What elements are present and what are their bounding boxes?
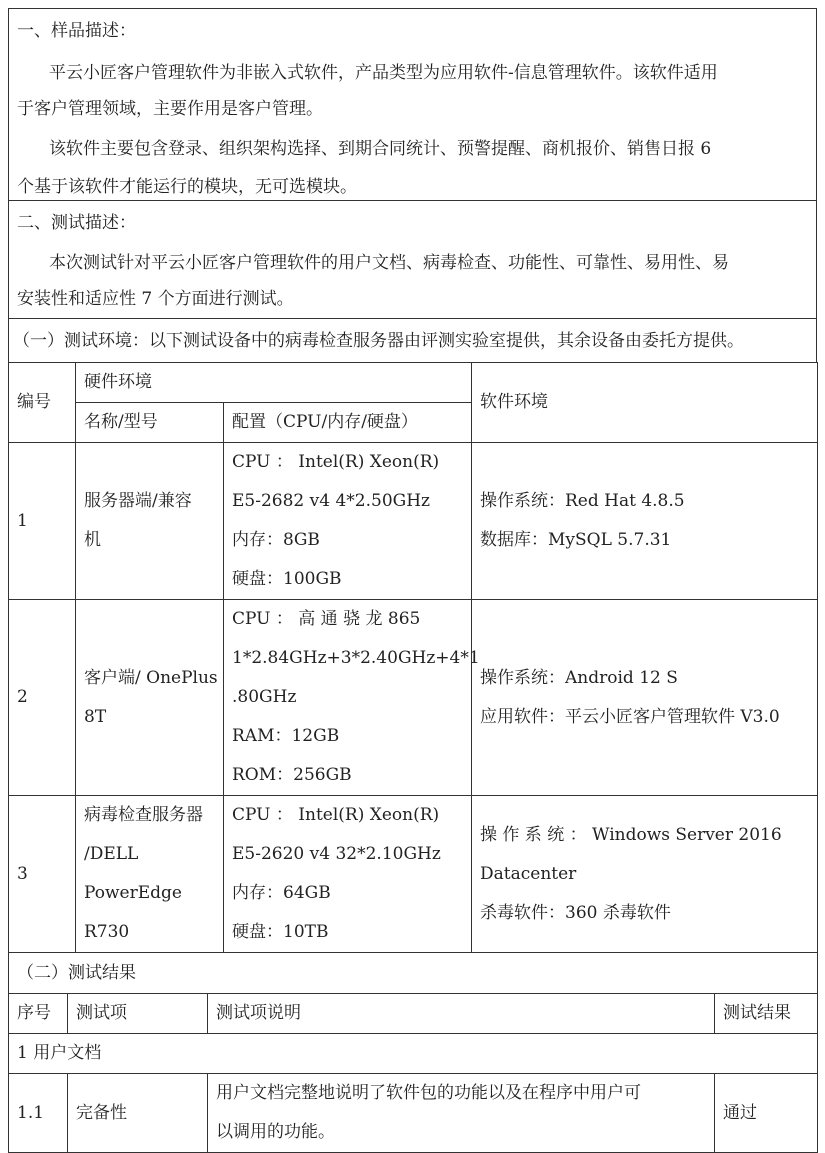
paragraph-line: 个基于该软件才能运行的模块，无可选模块。 — [17, 177, 357, 197]
text-line: 硬盘：100GB — [232, 569, 342, 589]
env-heading-text: （一）测试环境：以下测试设备中的病毒检查服务器由评测实验室提供，其余设备由委托方提供。 — [13, 331, 744, 351]
text-line: 病毒检查服务器 — [84, 805, 203, 825]
col-name-header: 名称/型号 — [76, 403, 224, 443]
text-line: E5-2620 v4 32*2.10GHz — [232, 844, 441, 864]
text-line: 机 — [84, 530, 101, 550]
software-env — [472, 796, 818, 953]
text-line: 操 作 系 统 ： Windows Server 2016 — [480, 824, 782, 845]
paragraph-line: 安装性和适应性 7 个方面进行测试。 — [17, 289, 294, 309]
text-line: 1*2.84GHz+3*2.40GHz+4*1 — [232, 648, 480, 668]
text-line: CPU ： Intel(R) Xeon(R) — [232, 805, 440, 825]
device-config — [224, 600, 480, 796]
text-line: 用户文档完整地说明了软件包的功能以及在程序中用户可 — [216, 1083, 641, 1103]
text-line: 内存：64GB — [232, 883, 331, 903]
text-line: 硬盘：10TB — [232, 922, 329, 942]
text-line: 杀毒软件：360 杀毒软件 — [480, 902, 671, 923]
text-line: /DELL — [84, 844, 139, 864]
col-item-header: 测试项 — [68, 994, 208, 1034]
col-desc-header: 测试项说明 — [208, 994, 715, 1034]
text-line: 以调用的功能。 — [216, 1122, 335, 1142]
row-item: 完备性 — [68, 1074, 208, 1153]
text-line: 操作系统：Android 12 S — [480, 667, 678, 688]
device-name — [76, 796, 224, 953]
row-result: 通过 — [715, 1074, 818, 1153]
text-line: 操作系统：Red Hat 4.8.5 — [480, 491, 685, 511]
results-table — [8, 952, 818, 1153]
col-config-header: 配置（CPU/内存/硬盘） — [224, 403, 472, 443]
paragraph-line: 平云小匠客户管理软件为非嵌入式软件，产品类型为应用软件-信息管理软件。该软件适用 — [49, 63, 718, 83]
row-id: 3 — [9, 796, 76, 953]
text-line: ROM：256GB — [232, 765, 352, 785]
paragraph-line: 本次测试针对平云小匠客户管理软件的用户文档、病毒检查、功能性、可靠性、易用性、易 — [49, 253, 729, 273]
text-line: 数据库：MySQL 5.7.31 — [480, 530, 672, 550]
text-line: 客户端/ OnePlus — [84, 667, 218, 688]
col-software-header: 软件环境 — [472, 363, 818, 443]
results-heading: （二）测试结果 — [9, 953, 818, 994]
table-row — [9, 600, 818, 796]
section-heading: 一、样品描述： — [17, 21, 136, 41]
text-line: PowerEdge — [84, 883, 182, 903]
environment-table — [8, 362, 818, 953]
text-line: 应用软件：平云小匠客户管理软件 V3.0 — [480, 706, 780, 727]
table-row — [9, 796, 818, 953]
col-hardware-header: 硬件环境 — [76, 363, 472, 403]
device-name — [76, 600, 224, 796]
software-env — [472, 600, 818, 796]
paragraph-line: 该软件主要包含登录、组织架构选择、到期合同统计、预警提醒、商机报价、销售日报 6 — [49, 139, 712, 159]
table-row — [9, 1074, 818, 1153]
text-line: CPU ： 高 通 骁 龙 865 — [232, 609, 421, 629]
text-line: 8T — [84, 706, 107, 727]
report-page — [8, 8, 817, 1152]
text-line: R730 — [84, 922, 130, 942]
text-line: RAM：12GB — [232, 726, 340, 746]
text-line: Datacenter — [480, 863, 577, 884]
software-env — [472, 443, 818, 600]
test-environment-heading — [8, 318, 817, 362]
text-line: 服务器端/兼容 — [84, 491, 192, 511]
paragraph-line: 于客户管理领域，主要作用是客户管理。 — [17, 99, 323, 119]
col-no-header: 序号 — [9, 994, 68, 1034]
row-id: 2 — [9, 600, 76, 796]
text-line: 内存：8GB — [232, 530, 320, 550]
table-row — [9, 443, 818, 600]
text-line: E5-2682 v4 4*2.50GHz — [232, 491, 430, 511]
text-line: .80GHz — [232, 687, 297, 707]
col-result-header: 测试结果 — [715, 994, 818, 1034]
device-name — [76, 443, 224, 600]
section-heading: 二、测试描述： — [17, 213, 136, 233]
text-line: CPU ： Intel(R) Xeon(R) — [232, 452, 440, 472]
col-id-header: 编号 — [9, 363, 76, 443]
row-no: 1.1 — [9, 1074, 68, 1153]
device-config — [224, 796, 472, 953]
row-id: 1 — [9, 443, 76, 600]
sample-description-section — [8, 8, 817, 200]
test-description-section — [8, 200, 817, 318]
device-config — [224, 443, 472, 600]
row-desc — [208, 1074, 715, 1153]
group-heading: 1 用户文档 — [9, 1034, 818, 1074]
